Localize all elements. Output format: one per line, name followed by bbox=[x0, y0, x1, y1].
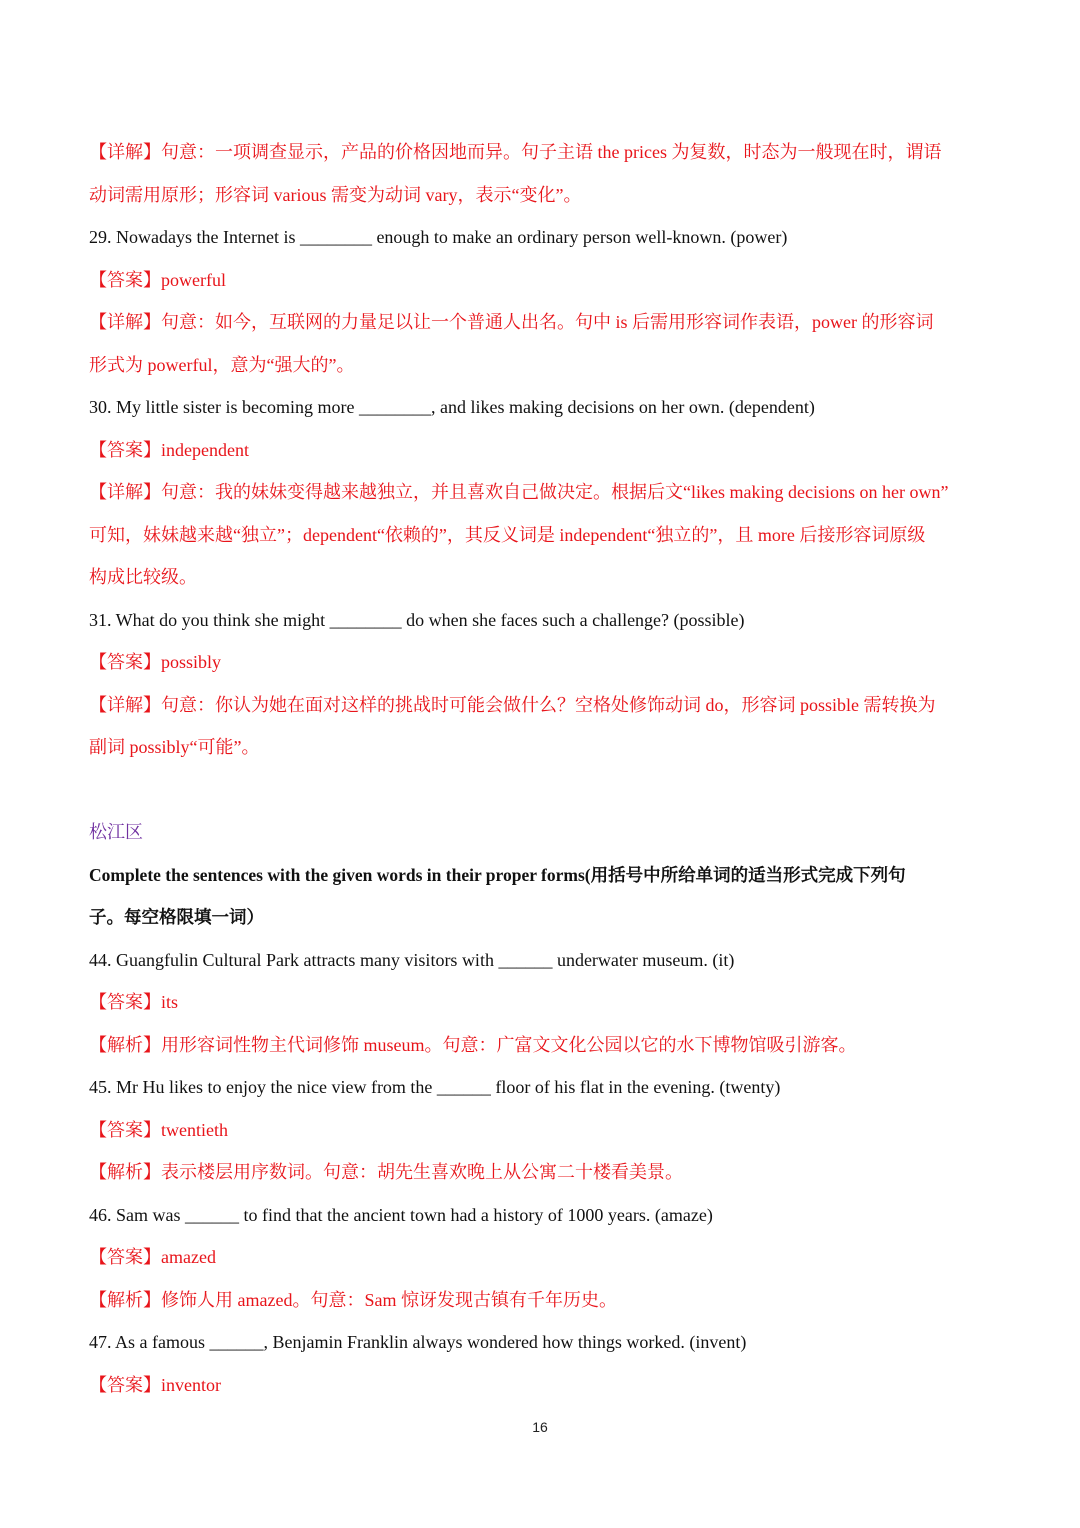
answer-30: 【答案】independent bbox=[89, 439, 249, 460]
section-instruction-line1: Complete the sentences with the given words in their proper forms(用括号中所给单词的适当形式完成下列句 bbox=[89, 864, 906, 885]
answer-29: 【答案】powerful bbox=[89, 269, 226, 290]
explanation-q30-line2: 可知，妹妹越来越“独立”；dependent“依赖的”，其反义词是 independent“独立的”，且 more 后接形容词原级 bbox=[89, 524, 926, 545]
page-content bbox=[89, 131, 989, 1406]
analysis-45: 【解析】表示楼层用序数词。句意：胡先生喜欢晚上从公寓二十楼看美景。 bbox=[89, 1162, 683, 1182]
explanation-q30-line3: 构成比较级。 bbox=[89, 567, 197, 587]
question-45: 45. Mr Hu likes to enjoy the nice view from the ______ floor of his flat in the evening. (twenty) bbox=[89, 1077, 781, 1097]
page-number: 16 bbox=[532, 1419, 548, 1435]
question-44: 44. Guangfulin Cultural Park attracts many visitors with ______ underwater museum. (it) bbox=[89, 949, 735, 970]
analysis-44: 【解析】用形容词性物主代词修饰 museum。句意：广富文文化公园以它的水下博物馆吸引游客。 bbox=[89, 1034, 857, 1055]
answer-31: 【答案】possibly bbox=[89, 652, 222, 672]
question-31: 31. What do you think she might ________ do when she faces such a challenge? (possible) bbox=[89, 609, 745, 630]
answer-46: 【答案】amazed bbox=[89, 1247, 216, 1267]
explanation-q29-line1: 【详解】句意：如今，互联网的力量足以让一个普通人出名。句中 is 后需用形容词作表语，power 的形容词 bbox=[89, 312, 934, 332]
explanation-q30-line1: 【详解】句意：我的妹妹变得越来越独立，并且喜欢自己做决定。根据后文“likes making decisions on her own” bbox=[89, 482, 949, 502]
answer-45: 【答案】twentieth bbox=[89, 1119, 228, 1140]
question-47: 47. As a famous ______, Benjamin Franklin always wondered how things worked. (invent) bbox=[89, 1332, 747, 1352]
question-46: 46. Sam was ______ to find that the ancient town had a history of 1000 years. (amaze) bbox=[89, 1204, 713, 1225]
question-29: 29. Nowadays the Internet is ________ enough to make an ordinary person well-known. (power) bbox=[89, 227, 788, 247]
explanation-q29-line2: 形式为 powerful，意为“强大的”。 bbox=[89, 354, 355, 375]
question-30: 30. My little sister is becoming more ________, and likes making decisions on her own. (dependent) bbox=[89, 397, 815, 417]
explanation-q31-line1: 【详解】句意：你认为她在面对这样的挑战时可能会做什么？空格处修饰动词 do，形容词 possible 需转换为 bbox=[89, 694, 936, 715]
explanation-q28-line1: 【详解】句意：一项调查显示，产品的价格因地而异。句子主语 the prices 为复数，时态为一般现在时，谓语 bbox=[89, 142, 942, 162]
explanation-q31-line2: 副词 possibly“可能”。 bbox=[89, 737, 260, 757]
section-spacer bbox=[89, 769, 989, 812]
district-heading: 松江区 bbox=[89, 822, 143, 842]
analysis-46: 【解析】修饰人用 amazed。句意：Sam 惊讶发现古镇有千年历史。 bbox=[89, 1289, 617, 1310]
section-instruction-line2: 子。每空格限填一词） bbox=[89, 907, 264, 927]
answer-44: 【答案】its bbox=[89, 992, 179, 1012]
answer-47: 【答案】inventor bbox=[89, 1374, 221, 1395]
explanation-q28-line2: 动词需用原形；形容词 various 需变为动词 vary，表示“变化”。 bbox=[89, 184, 582, 205]
